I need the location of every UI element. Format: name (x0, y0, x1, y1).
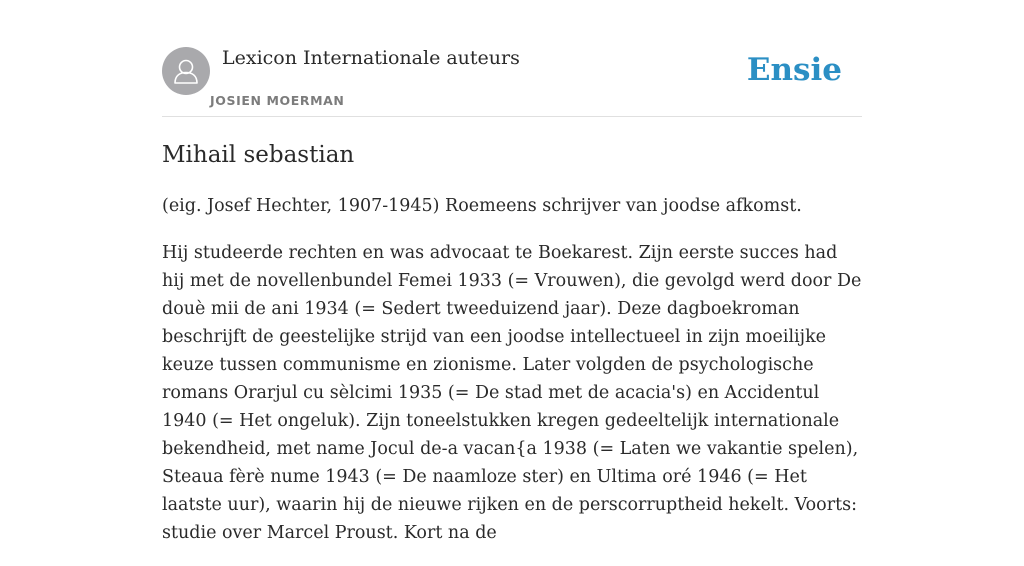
article-paragraph: (eig. Josef Hechter, 1907-1945) Roemeens schrijver van joodse afkomst. (162, 196, 802, 216)
author-name[interactable]: JOSIEN MOERMAN (210, 93, 345, 108)
article-body (162, 192, 862, 566)
user-placeholder-icon (162, 47, 210, 95)
article-header (162, 0, 862, 117)
lexicon-title[interactable]: Lexicon Internationale auteurs (222, 47, 520, 69)
article-paragraph: Hij studeerde rechten en was advocaat te Boekarest. Zijn eerste succes had hij met de novellenbundel Femei 1933 (= Vrouwen), die gevolgd werd door De douè mii de ani 1934 (= Sedert tweeduizend jaar). Deze dagboekroman beschrijft de geestelijke strijd van een joodse intellectueel in zijn moeilijke keuze tussen communisme en zionisme. Later volgden de psychologische romans Orarjul cu sèlcimi 1935 (= De stad met de acacia's) en Accidentul 1940 (= Het ongeluk). Zijn toneelstukken kregen gedeeltelijk internationale bekendheid, met name Jocul de-a vacan{a 1938 (= Laten we vakantie spelen), Steaua fèrè nume 1943 (= De naamloze ster) en Ultima oré 1946 (= Het laatste uur), waarin hij de nieuwe rijken en de perscorruptheid hekelt. Voorts: studie over Marcel Proust. Kort na de (162, 243, 862, 543)
ensie-logo[interactable]: Ensie (746, 52, 842, 88)
author-avatar[interactable] (162, 47, 210, 95)
page-container (162, 0, 862, 543)
article-title: Mihail sebastian (162, 142, 355, 168)
